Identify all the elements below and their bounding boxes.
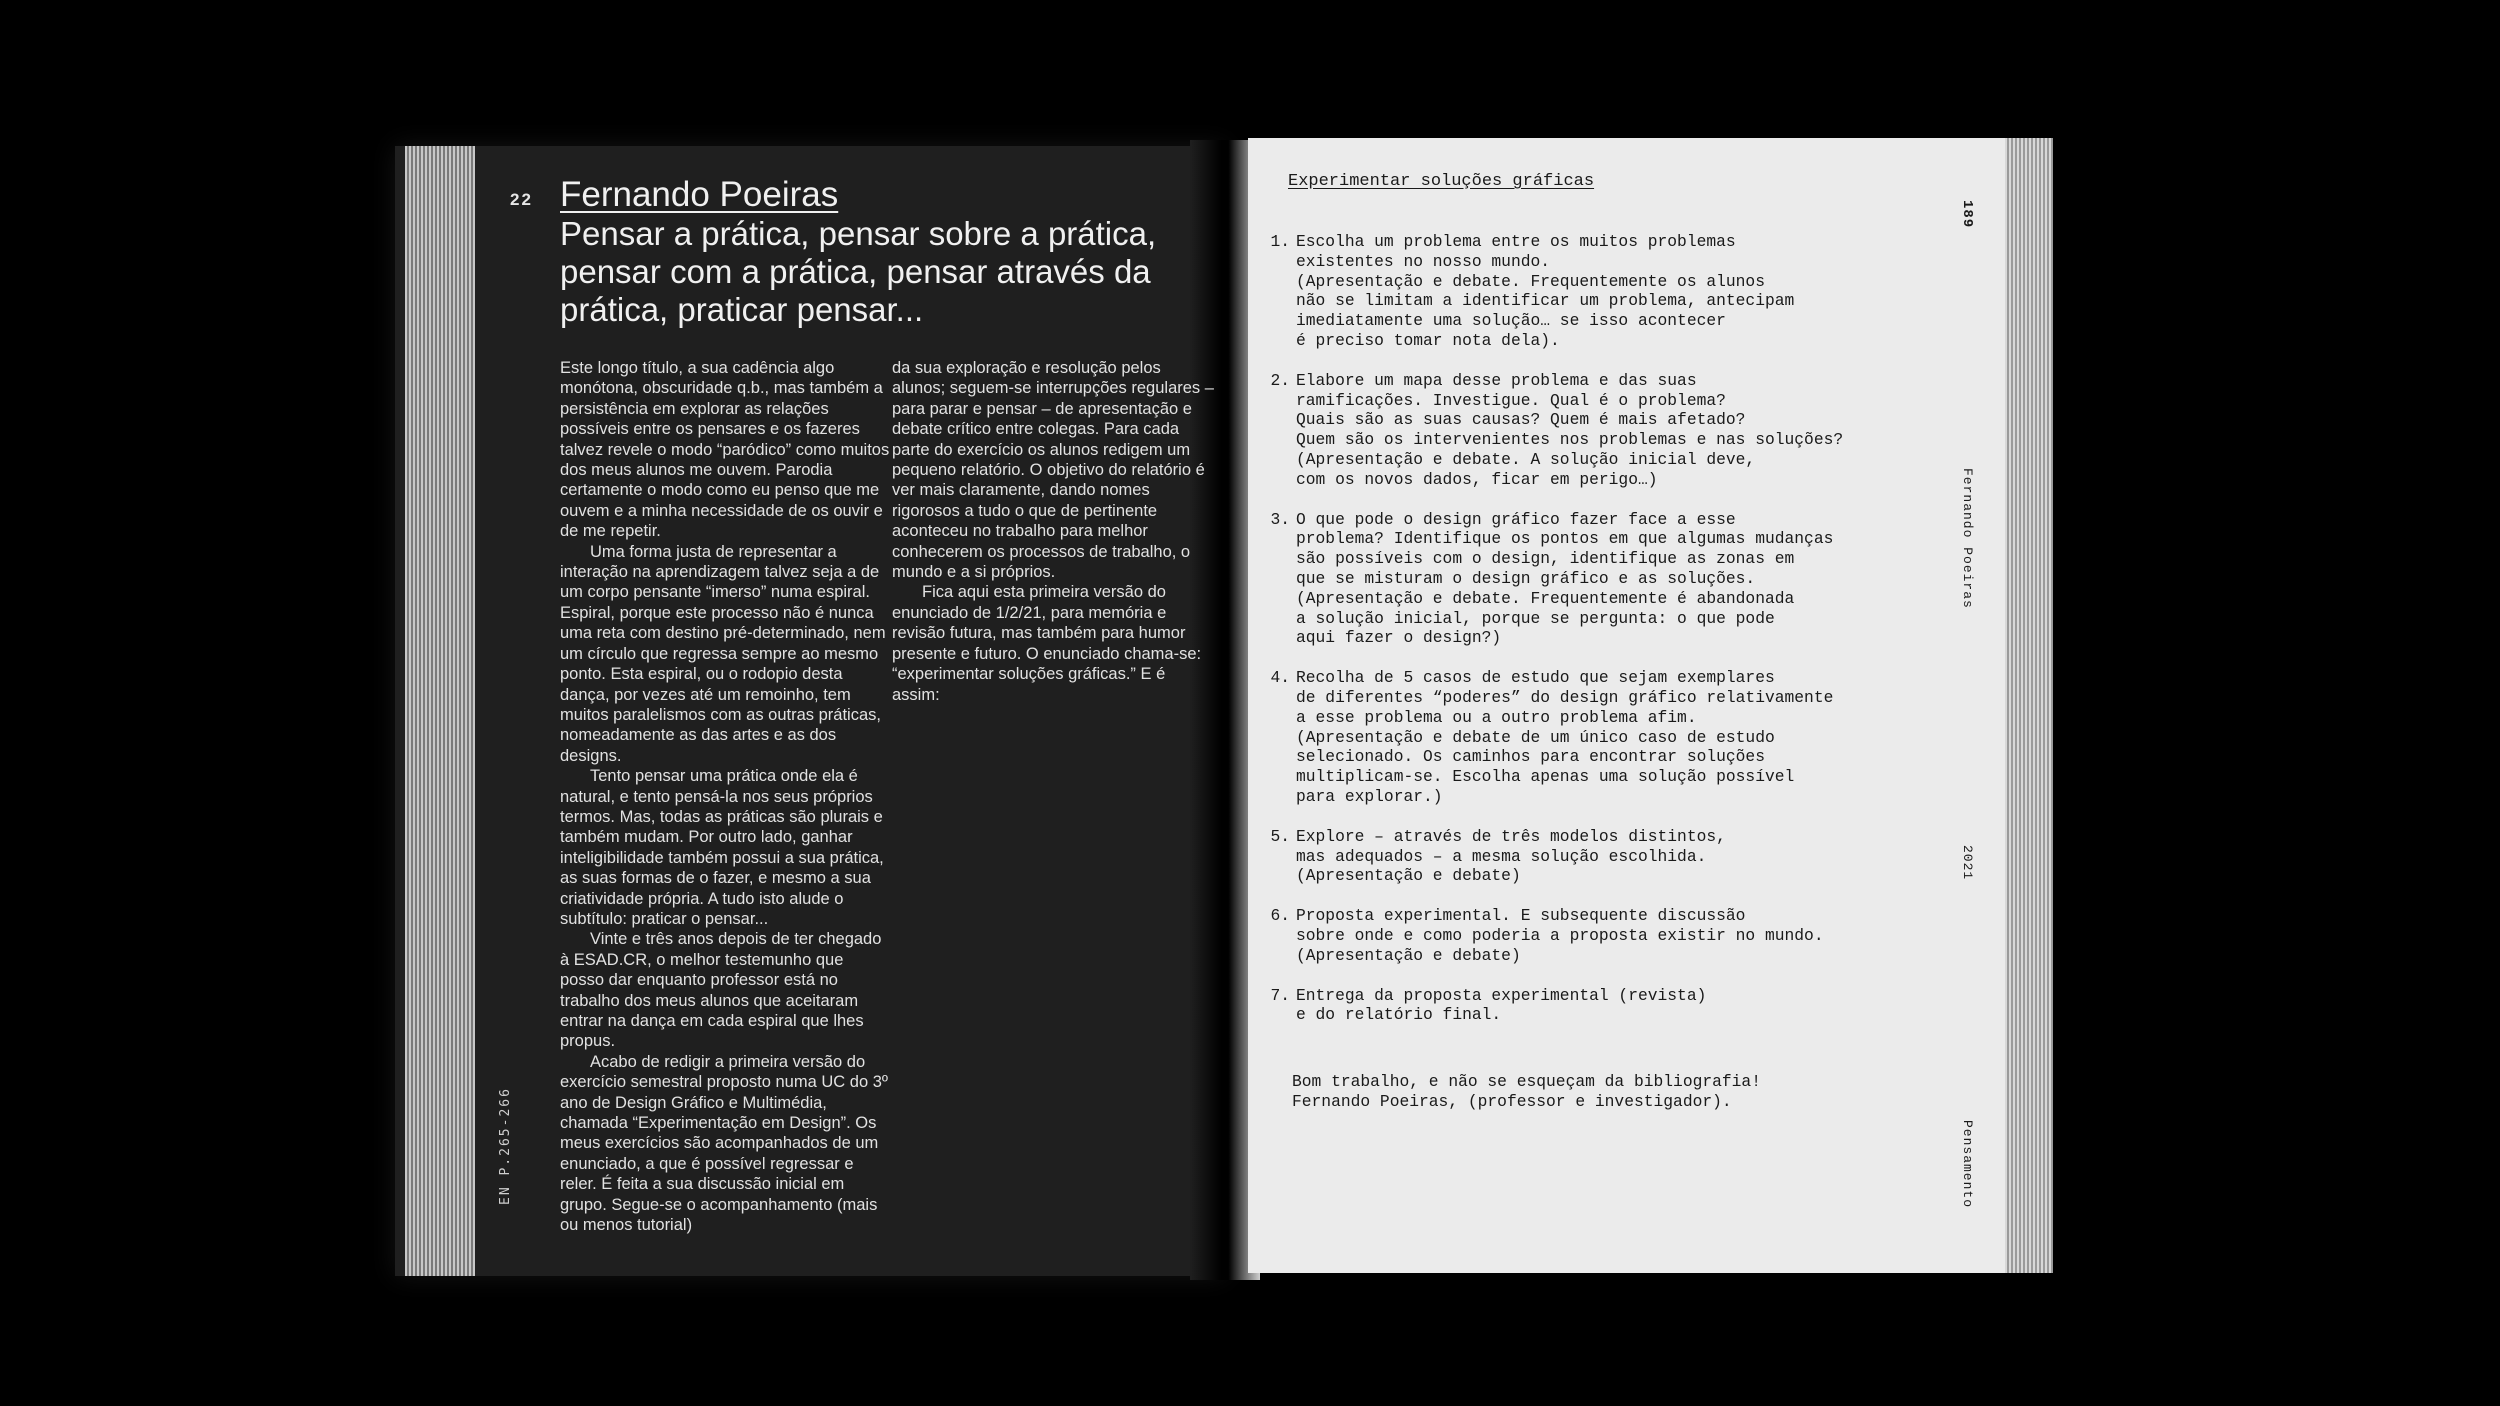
- list-item: 7. Entrega da proposta experimental (revista) e do relatório final.: [1270, 985, 1707, 1025]
- paragraph: Vinte e três anos depois de ter chegado à ESAD.CR, o melhor testemunho que posso dar enquanto professor está no trabalho dos meus alunos que aceitaram entrar na dança em cada espiral que lhes propus.: [560, 930, 882, 1051]
- paragraph: Este longo título, a sua cadência algo monótona, obscuridade q.b., mas também a persistência em explorar as relações possíveis entre os pensares e os fazeres talvez revele o modo “paródico” como muitos dos meus alunos me ouvem. Parodia certamente o modo como eu penso que me ouvem e a minha necessidade de os ouvir e de me repetir.: [560, 359, 890, 541]
- running-author: Fernando Poeiras: [1960, 468, 1975, 609]
- list-item: 3. O que pode o design gráfico fazer face a esse problema? Identifique os pontos em que algumas mudanças são possíveis com o design, identifique as zonas em que se misturam o design gráfico e as soluções. (Apresentação e debate. Frequentemente é abandonada a solução inicial, porque se pergunta: o que pode aqui fazer o design?): [1270, 509, 1834, 648]
- paragraph: da sua exploração e resolução pelos alunos; seguem-se interrupções regulares – para parar e pensar – de apresentação e debate crítico entre colegas. Para cada parte do exercício os alunos redigem um pequeno relatório. O objetivo do relatório é ver mais claramente, dando nomes rigorosos a tudo o que de pertinente aconteceu no trabalho para melhor conhecerem os processos de trabalho, o mundo e a si próprios.: [892, 359, 1214, 582]
- page-edges-left: [405, 146, 475, 1276]
- page-number-left: 22: [510, 190, 533, 209]
- running-section: Pensamento: [1960, 1120, 1975, 1209]
- closing-note: Bom trabalho, e não se esqueçam da bibliografia! Fernando Poeiras, (professor e investigador).: [1292, 1072, 1761, 1111]
- paragraph: Acabo de redigir a primeira versão do exercício semestral proposto numa UC do 3º ano de Design Gráfico e Multimédia, chamada “Experimentação em Design”. Os meus exercícios são acompanhados de um enunciado, a que é possível regressar e reler. É feita a sua discussão inicial em grupo. Segue-se o acompanhamento (mais ou menos tutorial): [560, 1052, 888, 1235]
- list-item: 2. Elabore um mapa desse problema e das suas ramificações. Investigue. Qual é o problema? Quais são as suas causas? Quem é mais afetado? Quem são os intervenientes nos problemas e nas soluções? (Apresentação e debate. A solução inicial deve, com os novos dados, ficar em perigo…): [1270, 370, 1844, 489]
- author-name: Fernando Poeiras: [560, 175, 839, 214]
- running-year: 2021: [1960, 845, 1975, 881]
- page-edges-right: [2005, 138, 2053, 1273]
- paragraph: Uma forma justa de representar a interação na aprendizagem talvez seja a de um corpo pensante “imerso” numa espiral. Espiral, porque este processo não é nunca uma reta com destino pré-determinado, nem um círculo que regressa sempre ao mesmo ponto. Esta espiral, ou o rodopio desta dança, por vezes até um remoinho, tem muitos paralelismos com as outras práticas, nomeadamente as das artes e as dos designs.: [560, 542, 886, 765]
- exercise-heading: Experimentar soluções gráficas: [1288, 172, 1595, 191]
- list-item: 1. Escolha um problema entre os muitos problemas existentes no nosso mundo. (Apresentação e debate. Frequentemente os alunos não se limitam a identificar um problema, antecipam imediatamente uma solução… se isso acontecer é preciso tomar nota dela).: [1270, 232, 1795, 350]
- english-page-reference: EN P.265-266: [498, 1087, 513, 1205]
- exercise-steps: [1262, 232, 1862, 1045]
- article-title: Pensar a prática, pensar sobre a prática, pensar com a prática, pensar através da prática, praticar pensar...: [560, 215, 1157, 328]
- paragraph: Fica aqui esta primeira versão do enunciado de 1/2/21, para memória e revisão futura, mas também para humor presente e futuro. O enunciado chama-se: “experimentar soluções gráficas.” E é assim:: [892, 583, 1202, 704]
- text-column-1: [560, 358, 890, 1235]
- list-item: 6. Proposta experimental. E subsequente discussão sobre onde e como poderia a proposta existir no mundo. (Apresentação e debate): [1270, 906, 1824, 965]
- list-item: 4. Recolha de 5 casos de estudo que sejam exemplares de diferentes “poderes” do design gráfico relativamente a esse problema ou a outro problema afim. (Apresentação e debate de um único caso de estudo selecionado. Os caminhos para encontrar soluções multiplicam-se. Escolha apenas uma solução possível para explorar.): [1270, 668, 1834, 806]
- list-item: 5. Explore – através de três modelos distintos, mas adequados – a mesma solução escolhida. (Apresentação e debate): [1270, 826, 1726, 886]
- text-column-2: [892, 358, 1217, 705]
- paragraph: Tento pensar uma prática onde ela é natural, e tento pensá-la nos seus próprios termos. Mas, todas as práticas são plurais e também mudam. Por outro lado, ganhar inteligibilidade também possui a sua prática, as suas formas de o fazer, e mesmo a sua criatividade própria. A tudo isto alude o subtítulo: praticar o pensar...: [560, 767, 884, 928]
- page-number-right: 189: [1959, 200, 1975, 229]
